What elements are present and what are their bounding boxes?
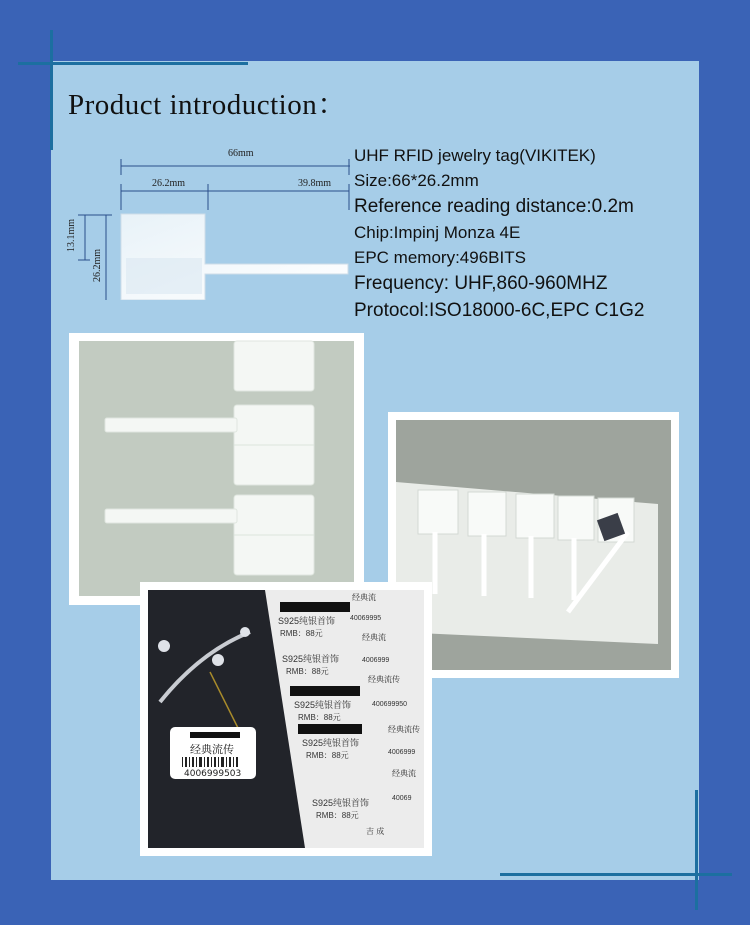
label-title: 经典流 (392, 769, 416, 778)
label-code: 40069 (392, 795, 412, 802)
label-product: S925纯银首饰 (282, 654, 340, 664)
decor-line-top-vertical (50, 30, 53, 150)
label-code: 4006999 (388, 749, 416, 756)
hanging-tag-code: 4006999503 (184, 769, 242, 779)
label-row (366, 826, 384, 836)
spec-product-name: UHF RFID jewelry tag(VIKITEK) (354, 146, 596, 165)
label-product: S925纯银首饰 (294, 700, 352, 710)
dim-total-width: 66mm (228, 148, 254, 159)
label-price: RMB：88元 (298, 713, 341, 722)
label-code: 4006999 (362, 657, 390, 664)
label-title: 经典流 (362, 633, 386, 642)
photo-jewelry-tags (140, 582, 432, 856)
spec-size: Size:66*26.2mm (354, 171, 479, 190)
tag-dimension-diagram (60, 140, 350, 300)
label-price: RMB：88元 (316, 811, 359, 820)
spec-epc-memory: EPC memory:496BITS (354, 248, 526, 267)
dim-half-height: 13.1mm (66, 218, 77, 252)
label-title: 经典流 (352, 593, 376, 602)
label-product: S925纯银首饰 (302, 738, 360, 748)
decor-line-bottom-vertical (695, 790, 698, 910)
label-product: S925纯银首饰 (278, 616, 336, 626)
dim-full-height: 26.2mm (92, 248, 103, 282)
photo-tag-roll (69, 333, 364, 605)
hanging-tag-title: 经典流传 (190, 743, 234, 756)
label-price: RMB：88元 (280, 629, 323, 638)
spec-chip: Chip:Impinj Monza 4E (354, 223, 521, 242)
label-price: RMB：88元 (286, 667, 329, 676)
dim-right-width: 39.8mm (298, 178, 332, 189)
label-code: 40069995 (350, 615, 382, 622)
spec-frequency: Frequency: UHF,860-960MHZ (354, 273, 608, 294)
spec-protocol: Protocol:ISO18000-6C,EPC C1G2 (354, 300, 645, 321)
page-title: Product introduction： (68, 89, 347, 121)
spec-list (354, 143, 644, 324)
label-code: 400699950 (372, 701, 408, 708)
label-title: 经典流传 (388, 725, 420, 734)
label-title: 经典流传 (368, 675, 400, 684)
label-title: 吉 成 (366, 827, 385, 836)
label-product: S925纯银首饰 (312, 798, 370, 808)
dim-left-width: 26.2mm (152, 178, 186, 189)
label-price: RMB：88元 (306, 751, 349, 760)
spec-reading-distance: Reference reading distance:0.2m (354, 196, 634, 217)
